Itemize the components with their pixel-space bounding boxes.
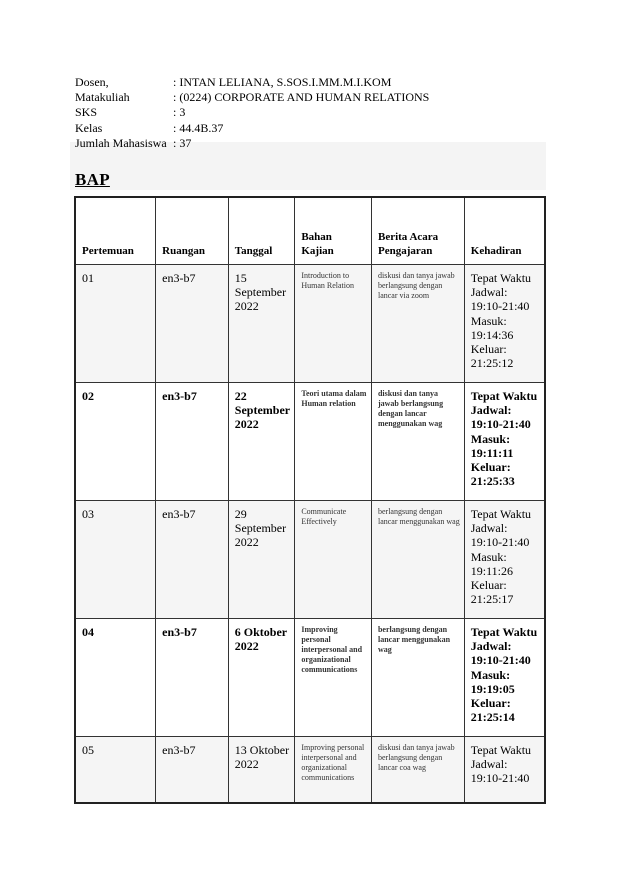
table-row xyxy=(75,737,545,803)
info-row-sks xyxy=(75,105,429,120)
kehadiran-value: 19:10-21:40 xyxy=(470,653,531,668)
info-label: Matakuliah xyxy=(75,90,130,105)
cell-berita: diskusi dan tanya jawab berlangsung dengan lancar coa wag xyxy=(371,737,464,803)
cell-bahan: Communicate Effectively xyxy=(295,501,372,619)
cell-tanggal: 13 Oktober 2022 xyxy=(228,737,295,803)
kehadiran-status: Tepat Waktu xyxy=(470,389,538,403)
kehadiran-value: 19:10-21:40 xyxy=(470,299,530,314)
cell-pertemuan: 01 xyxy=(75,265,156,383)
table-row xyxy=(75,619,545,737)
bap-table xyxy=(74,196,546,804)
cell-ruangan: en3-b7 xyxy=(156,265,229,383)
info-value: : 3 xyxy=(173,105,186,120)
cell-berita: berlangsung dengan lancar menggunakan wag xyxy=(371,501,464,619)
cell-ruangan: en3-b7 xyxy=(156,501,229,619)
section-title: BAP xyxy=(75,170,110,189)
column-header-kehadiran: Kehadiran xyxy=(464,197,545,265)
kehadiran-label: Jadwal: xyxy=(470,757,508,772)
cell-pertemuan: 02 xyxy=(75,383,156,501)
table-row xyxy=(75,501,545,619)
cell-bahan: Improving personal interpersonal and organizational communications xyxy=(295,737,372,803)
info-row-jumlah xyxy=(75,136,429,151)
kehadiran-value: 21:25:14 xyxy=(470,710,515,725)
kehadiran-label: Jadwal: xyxy=(470,639,512,654)
cell-tanggal: 29 September 2022 xyxy=(228,501,295,619)
kehadiran-value: 21:25:12 xyxy=(470,356,514,371)
kehadiran-status: Tepat Waktu xyxy=(470,743,532,757)
column-header-pertemuan: Pertemuan xyxy=(75,197,156,265)
kehadiran-label: Keluar: xyxy=(470,342,507,357)
kehadiran-label: Keluar: xyxy=(470,696,511,711)
cell-kehadiran xyxy=(464,265,545,383)
info-value: : (0224) CORPORATE AND HUMAN RELATIONS xyxy=(173,90,430,105)
table-header-row xyxy=(75,197,545,265)
kehadiran-label: Masuk: xyxy=(470,549,507,564)
kehadiran-label: Keluar: xyxy=(470,578,507,593)
cell-ruangan: en3-b7 xyxy=(156,383,229,501)
kehadiran-label: Jadwal: xyxy=(470,521,508,536)
cell-ruangan: en3-b7 xyxy=(156,619,229,737)
table-row xyxy=(75,383,545,501)
info-row-matakuliah xyxy=(75,90,429,105)
info-row-dosen xyxy=(75,75,429,90)
info-label: Kelas xyxy=(75,120,103,135)
kehadiran-value: 19:14:36 xyxy=(470,327,514,342)
cell-bahan: Improving personal interpersonal and organizational communications xyxy=(295,619,372,737)
kehadiran-value: 19:11:11 xyxy=(470,445,514,460)
kehadiran-value: 19:10-21:40 xyxy=(470,771,530,786)
kehadiran-value: 21:25:33 xyxy=(470,474,515,489)
column-header-berita: Berita Acara Pengajaran xyxy=(371,197,464,265)
kehadiran-value: 19:10-21:40 xyxy=(470,417,531,432)
cell-bahan: Introduction to Human Relation xyxy=(295,265,372,383)
cell-berita: diskusi dan tanya jawab berlangsung dengan lancar menggunakan wag xyxy=(371,383,464,501)
cell-berita: berlangsung dengan lancar menggunakan wag xyxy=(371,619,464,737)
kehadiran-label: Jadwal: xyxy=(470,285,508,300)
info-value: : 44.4B.37 xyxy=(173,120,224,135)
kehadiran-status: Tepat Waktu xyxy=(470,271,532,285)
info-label: Dosen, xyxy=(75,75,109,89)
info-label: Jumlah Mahasiswa xyxy=(75,135,167,150)
kehadiran-label: Masuk: xyxy=(470,667,511,682)
cell-tanggal: 15 September 2022 xyxy=(228,265,295,383)
column-header-tanggal: Tanggal xyxy=(228,197,295,265)
kehadiran-value: 21:25:17 xyxy=(470,592,514,607)
cell-kehadiran xyxy=(464,383,545,501)
kehadiran-label: Jadwal: xyxy=(470,403,512,418)
cell-kehadiran xyxy=(464,737,545,803)
kehadiran-label: Masuk: xyxy=(470,313,507,328)
cell-tanggal: 6 Oktober 2022 xyxy=(228,619,295,737)
info-row-kelas xyxy=(75,121,429,136)
kehadiran-label: Keluar: xyxy=(470,460,511,475)
column-header-bahan: Bahan Kajian xyxy=(295,197,372,265)
kehadiran-value: 19:19:05 xyxy=(470,681,515,696)
column-header-ruangan: Ruangan xyxy=(156,197,229,265)
kehadiran-status: Tepat Waktu xyxy=(470,625,538,639)
cell-kehadiran xyxy=(464,501,545,619)
kehadiran-status: Tepat Waktu xyxy=(470,507,532,521)
info-value: : 37 xyxy=(173,135,192,150)
cell-pertemuan: 03 xyxy=(75,501,156,619)
kehadiran-value: 19:10-21:40 xyxy=(470,535,530,550)
kehadiran-value: 19:11:26 xyxy=(470,563,513,578)
cell-berita: diskusi dan tanya jawab berlangsung dengan lancar via zoom xyxy=(371,265,464,383)
kehadiran-label: Masuk: xyxy=(470,431,511,446)
table-row xyxy=(75,265,545,383)
cell-ruangan: en3-b7 xyxy=(156,737,229,803)
cell-pertemuan: 04 xyxy=(75,619,156,737)
cell-bahan: Teori utama dalam Human relation xyxy=(295,383,372,501)
cell-tanggal: 22 September 2022 xyxy=(228,383,295,501)
info-value: : INTAN LELIANA, S.SOS.I.MM.M.I.KOM xyxy=(173,75,392,89)
info-label: SKS xyxy=(75,105,98,120)
cell-pertemuan: 05 xyxy=(75,737,156,803)
cell-kehadiran xyxy=(464,619,545,737)
course-info xyxy=(75,75,429,151)
